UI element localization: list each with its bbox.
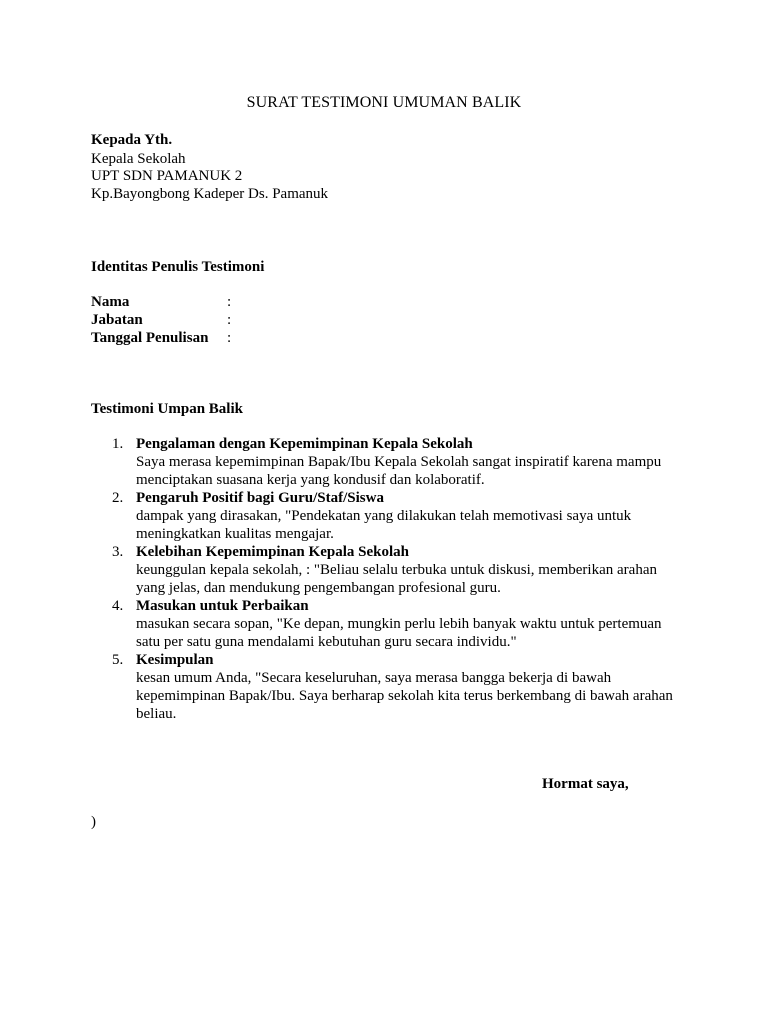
list-item-number: 5. [112,652,124,668]
list-item [0,435,768,489]
list-item-number: 2. [112,490,124,506]
list-item-text: masukan secara sopan, "Ke depan, mungkin perlu lebih banyak waktu untuk pertemuan satu per satu guna mendalami kebutuhan guru secara individu." [136,616,662,650]
list-item [0,597,768,651]
list-item-heading: Kelebihan Kepemimpinan Kepala Sekolah [136,544,409,560]
identity-colon-tanggal: : [227,330,232,346]
list-item-heading: Kesimpulan [136,652,214,668]
list-item [0,543,768,597]
list-item-heading: Pengaruh Positif bagi Guru/Staf/Siswa [136,490,384,506]
identity-label-tanggal: Tanggal Penulisan [91,330,209,346]
list-item-text: Saya merasa kepemimpinan Bapak/Ibu Kepala Sekolah sangat inspiratif karena mampu menciptakan suasana kerja yang kondusif dan kolaboratif. [136,454,662,488]
identity-heading: Identitas Penulis Testimoni [91,259,265,275]
list-item-number: 1. [112,436,124,452]
list-item-number: 3. [112,544,124,560]
signature-close: ) [91,814,96,830]
closing-text: Hormat saya, [542,776,629,792]
document-title: SURAT TESTIMONI UMUMAN BALIK [246,94,522,111]
list-item-text: dampak yang dirasakan, "Pendekatan yang dilakukan telah memotivasi saya untuk meningkatkan kualitas mengajar. [136,508,632,542]
recipient-salutation: Kepada Yth. [91,132,173,148]
identity-colon-jabatan: : [227,312,232,328]
list-item-heading: Masukan untuk Perbaikan [136,598,309,614]
list-item-text: kesan umum Anda, "Secara keseluruhan, saya merasa bangga bekerja di bawah kepemimpinan Bapak/Ibu. Saya berharap sekolah kita terus berkembang di bawah arahan beliau. [136,670,673,722]
list-item-text: keunggulan kepala sekolah, : "Beliau selalu terbuka untuk diskusi, memberikan arahan yang jelas, dan mendukung pengembangan profesional guru. [136,562,657,596]
recipient-line-2: UPT SDN PAMANUK 2 [91,168,243,184]
identity-colon-nama: : [227,294,232,310]
feedback-heading: Testimoni Umpan Balik [91,401,243,417]
feedback-list [0,435,768,723]
identity-label-jabatan: Jabatan [91,312,143,328]
list-item [0,489,768,543]
identity-label-nama: Nama [91,294,130,310]
list-item-heading: Pengalaman dengan Kepemimpinan Kepala Sekolah [136,436,473,452]
recipient-line-3: Kp.Bayongbong Kadeper Ds. Pamanuk [91,186,329,202]
list-item [0,651,768,723]
recipient-line-1: Kepala Sekolah [91,151,186,167]
list-item-number: 4. [112,598,124,614]
